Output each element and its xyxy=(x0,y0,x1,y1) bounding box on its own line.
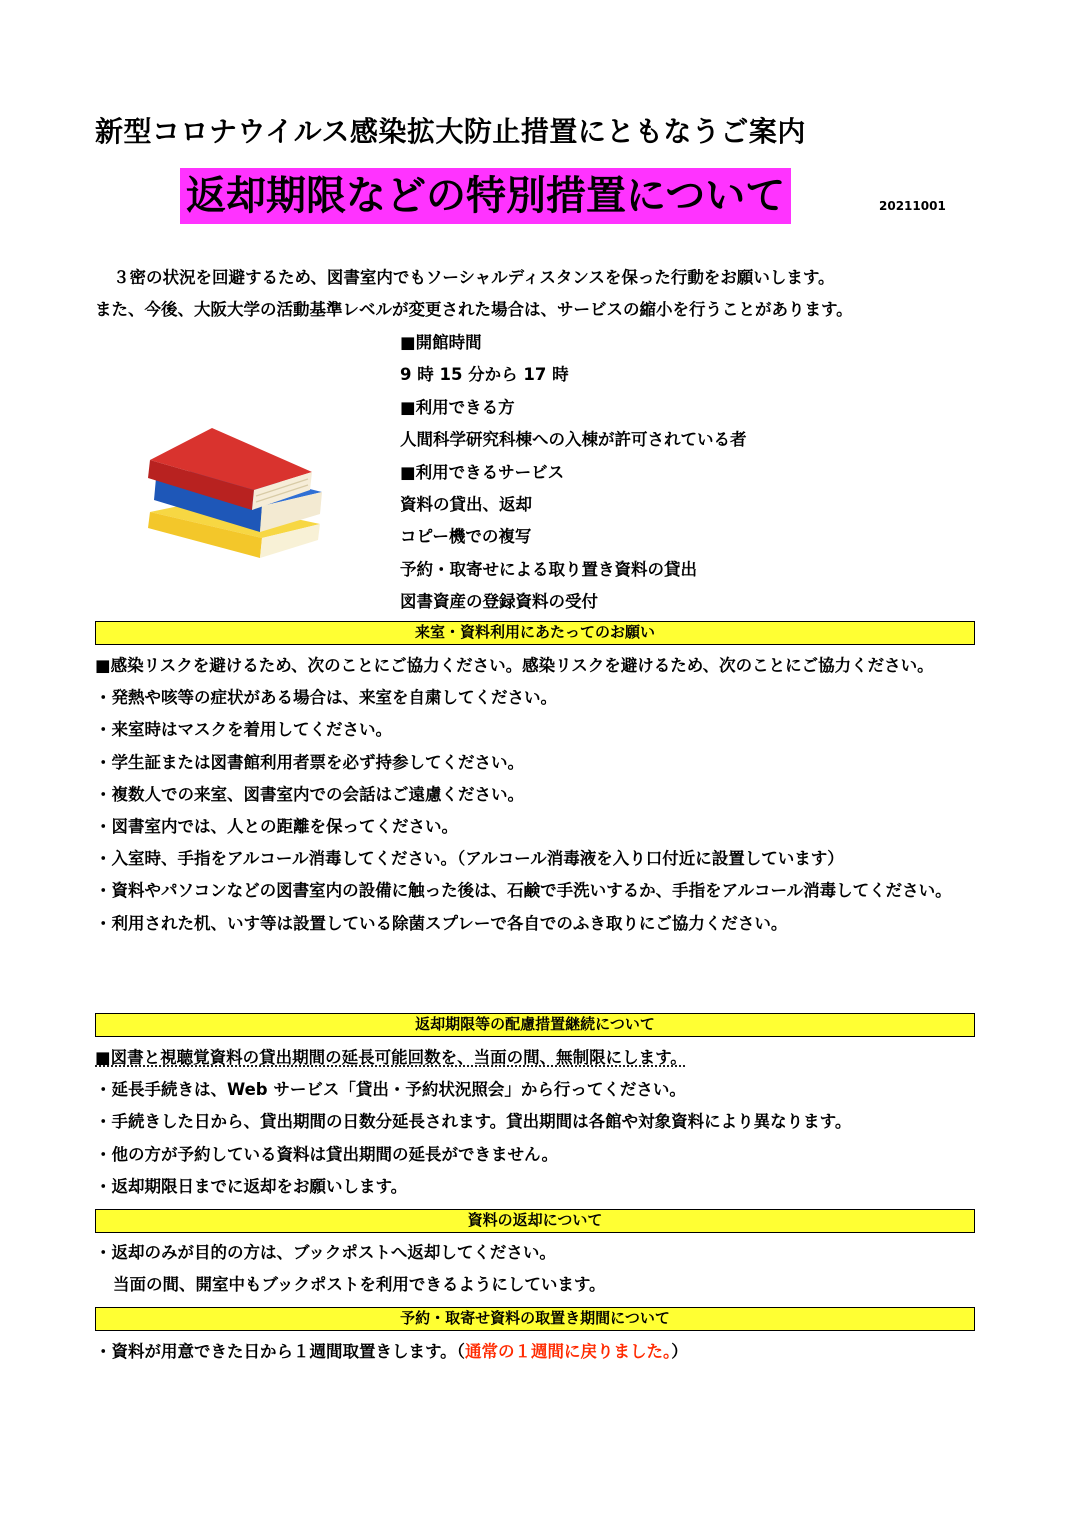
list-item: ・返却のみが目的の方は、ブックポストへ返却してください。 xyxy=(95,1243,556,1262)
section-lead: ■感染リスクを避けるため、次のことにご協力ください。感染リスクを避けるため、次のことにご協力ください。 xyxy=(95,656,934,675)
service-item: 予約・取寄せによる取り置き資料の貸出 xyxy=(400,559,697,579)
service-item: コピー機での複写 xyxy=(400,527,532,547)
hold-period-suffix: ） xyxy=(671,1342,688,1361)
list-item: ・来室時はマスクを着用してください。 xyxy=(95,720,392,740)
section-hold-period xyxy=(95,1336,985,1368)
hours-value: 9 時 15 分から 17 時 xyxy=(400,365,569,385)
hold-period-text: ・資料が用意できた日から１週間取置きします。（ xyxy=(95,1342,465,1361)
intro-line-1: ３密の状況を回避するため、図書室内でもソーシャルディスタンスを保った行動をお願いします。 xyxy=(113,268,835,287)
section-return-deadline xyxy=(95,1042,985,1203)
section-returns xyxy=(95,1237,985,1301)
list-item xyxy=(95,1336,985,1368)
service-item: 図書資産の登録資料の受付 xyxy=(400,592,598,612)
list-item: 当面の間、開室中もブックポストを利用できるようにしています。 xyxy=(113,1275,606,1295)
list-item: ・返却期限日までに返却をお願いします。 xyxy=(95,1176,408,1196)
list-item: ・発熱や咳等の症状がある場合は、来室を自粛してください。 xyxy=(95,688,557,708)
service-item: 資料の貸出、返却 xyxy=(400,495,532,515)
section-header-returns: 資料の返却について xyxy=(95,1209,975,1233)
users-value: 人間科学研究科棟への入棟が許可されている者 xyxy=(400,430,747,450)
books-illustration xyxy=(142,420,327,560)
document-date: 20211001 xyxy=(879,199,946,213)
section-visit xyxy=(95,650,985,940)
list-item: ・延長手続きは、Web サービス「貸出・予約状況照会」から行ってください。 xyxy=(95,1080,686,1100)
list-item: ・図書室内では、人との距離を保ってください。 xyxy=(95,817,458,837)
section-header-hold-period: 予約・取寄せ資料の取置き期間について xyxy=(95,1307,975,1331)
page-subtitle: 返却期限などの特別措置について xyxy=(180,168,791,224)
hold-period-highlight: 通常の１週間に戻りました。 xyxy=(464,1342,672,1361)
list-item: ・資料やパソコンなどの図書室内の設備に触った後は、石鹸で手洗いするか、手指をアルコール消毒してください。 xyxy=(95,881,952,901)
info-list xyxy=(400,327,747,619)
users-heading: ■利用できる方 xyxy=(400,397,515,417)
list-item: ・手続きした日から、貸出期間の日数分延長されます。貸出期間は各館や対象資料により異なります。 xyxy=(95,1112,852,1132)
section-header-return-deadline: 返却期限等の配慮措置継続について xyxy=(95,1013,975,1037)
list-item: ・学生証または図書館利用者票を必ず持参してください。 xyxy=(95,752,524,772)
intro-line-2: また、今後、大阪大学の活動基準レベルが変更された場合は、サービスの縮小を行うことがあります。 xyxy=(95,300,853,319)
page-title: 新型コロナウイルス感染拡大防止措置にともなうご案内 xyxy=(95,115,806,148)
section-lead: ■図書と視聴覚資料の貸出期間の延長可能回数を、当面の間、無制限にします。 xyxy=(95,1048,687,1067)
list-item: ・利用された机、いす等は設置している除菌スプレーで各自でのふき取りにご協力ください。 xyxy=(95,913,788,933)
hours-heading: ■開館時間 xyxy=(400,333,482,352)
section-header-visit: 来室・資料利用にあたってのお願い xyxy=(95,621,975,645)
list-item: ・複数人での来室、図書室内での会話はご遠慮ください。 xyxy=(95,784,524,804)
list-item: ・他の方が予約している資料は貸出期間の延長ができません。 xyxy=(95,1144,558,1164)
list-item: ・入室時、手指をアルコール消毒してください。（アルコール消毒液を入り口付近に設置しています） xyxy=(95,849,844,869)
services-heading: ■利用できるサービス xyxy=(400,462,565,482)
intro-text xyxy=(95,262,985,326)
